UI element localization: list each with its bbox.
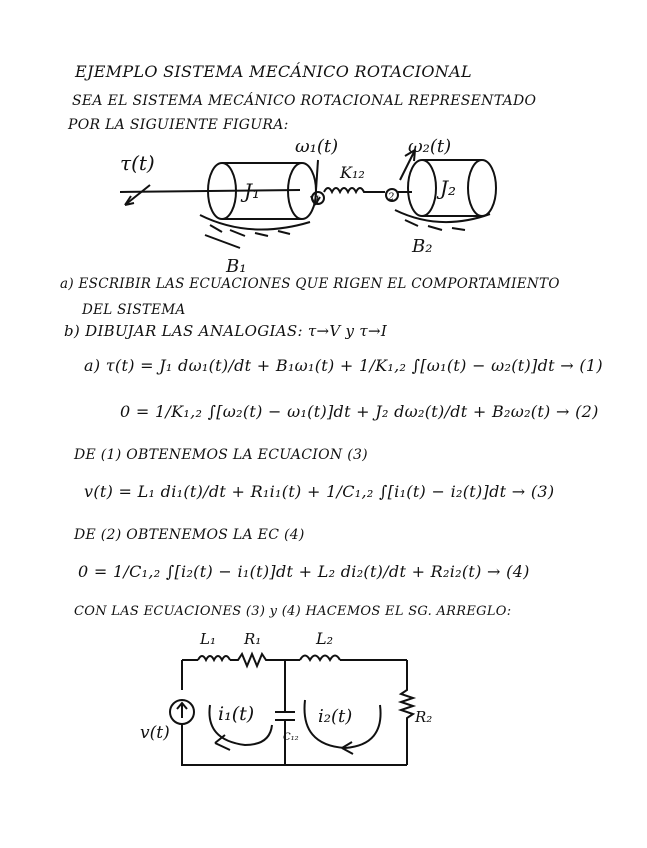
intro-line-2: POR LA SIGUIENTE FIGURA: (68, 117, 289, 133)
r1-label: R₁ (244, 630, 262, 648)
inductor-l2 (300, 656, 340, 661)
l2-label: L₂ (316, 629, 334, 648)
w2-label: ω₂(t) (408, 136, 452, 157)
equation-4: 0 = 1/C₁,₂ ∫[i₂(t) − i₁(t)]dt + L₂ di₂(t)/dt + R₂i₂(t) → (4) (78, 562, 530, 581)
equation-3: v(t) = L₁ di₁(t)/dt + R₁i₁(t) + 1/C₁,₂ ∫[i₁(t) − i₂(t)]dt → (3) (84, 482, 555, 501)
l1-label: L₁ (200, 630, 216, 648)
node-2-label: 2 (388, 192, 395, 203)
c12-label: C₁₂ (283, 732, 299, 743)
torque-label: τ(t) (120, 151, 155, 175)
task-a: a) ESCRIBIR LAS ECUACIONES QUE RIGEN EL COMPORTAMIENTO (60, 276, 560, 292)
w1-label: ω₁(t) (295, 136, 339, 157)
page-title: EJEMPLO SISTEMA MECÁNICO ROTACIONAL (75, 62, 472, 81)
from-eq1-text: DE (1) OBTENEMOS LA ECUACION (3) (74, 447, 368, 463)
r2-label: R₂ (415, 708, 433, 726)
intro-line-1: SEA EL SISTEMA MECÁNICO ROTACIONAL REPRESENTADO (72, 93, 537, 109)
source-label: v(t) (140, 723, 170, 743)
inductor-l1 (198, 656, 230, 660)
b2-label: B₂ (412, 236, 433, 257)
j1-label: J₁ (244, 179, 261, 203)
i2-label: i₂(t) (318, 706, 353, 727)
task-a-cont: DEL SISTEMA (82, 302, 186, 318)
resistor-r2 (401, 660, 413, 765)
closing-text: CON LAS ECUACIONES (3) y (4) HACEMOS EL SG. ARREGLO: (74, 604, 512, 619)
k12-label: K₁₂ (340, 163, 365, 182)
from-eq2-text: DE (2) OBTENEMOS LA EC (4) (74, 527, 305, 543)
resistor-r1 (230, 654, 285, 666)
equation-2: 0 = 1/K₁,₂ ∫[ω₂(t) − ω₁(t)]dt + J₂ dω₂(t)/dt + B₂ω₂(t) → (2) (120, 402, 599, 421)
task-b: b) DIBUJAR LAS ANALOGIAS: τ→V y τ→I (64, 322, 388, 340)
node-1-label: 1 (314, 195, 321, 206)
j2-label: J₂ (440, 176, 457, 200)
b1-label: B₁ (226, 256, 247, 277)
capacitor-c12 (275, 712, 295, 720)
equation-1: a) τ(t) = J₁ dω₁(t)/dt + B₁ω₁(t) + 1/K₁,₂ ∫[ω₁(t) − ω₂(t)]dt → (1) (84, 356, 603, 375)
i1-label: i₁(t) (218, 703, 255, 725)
